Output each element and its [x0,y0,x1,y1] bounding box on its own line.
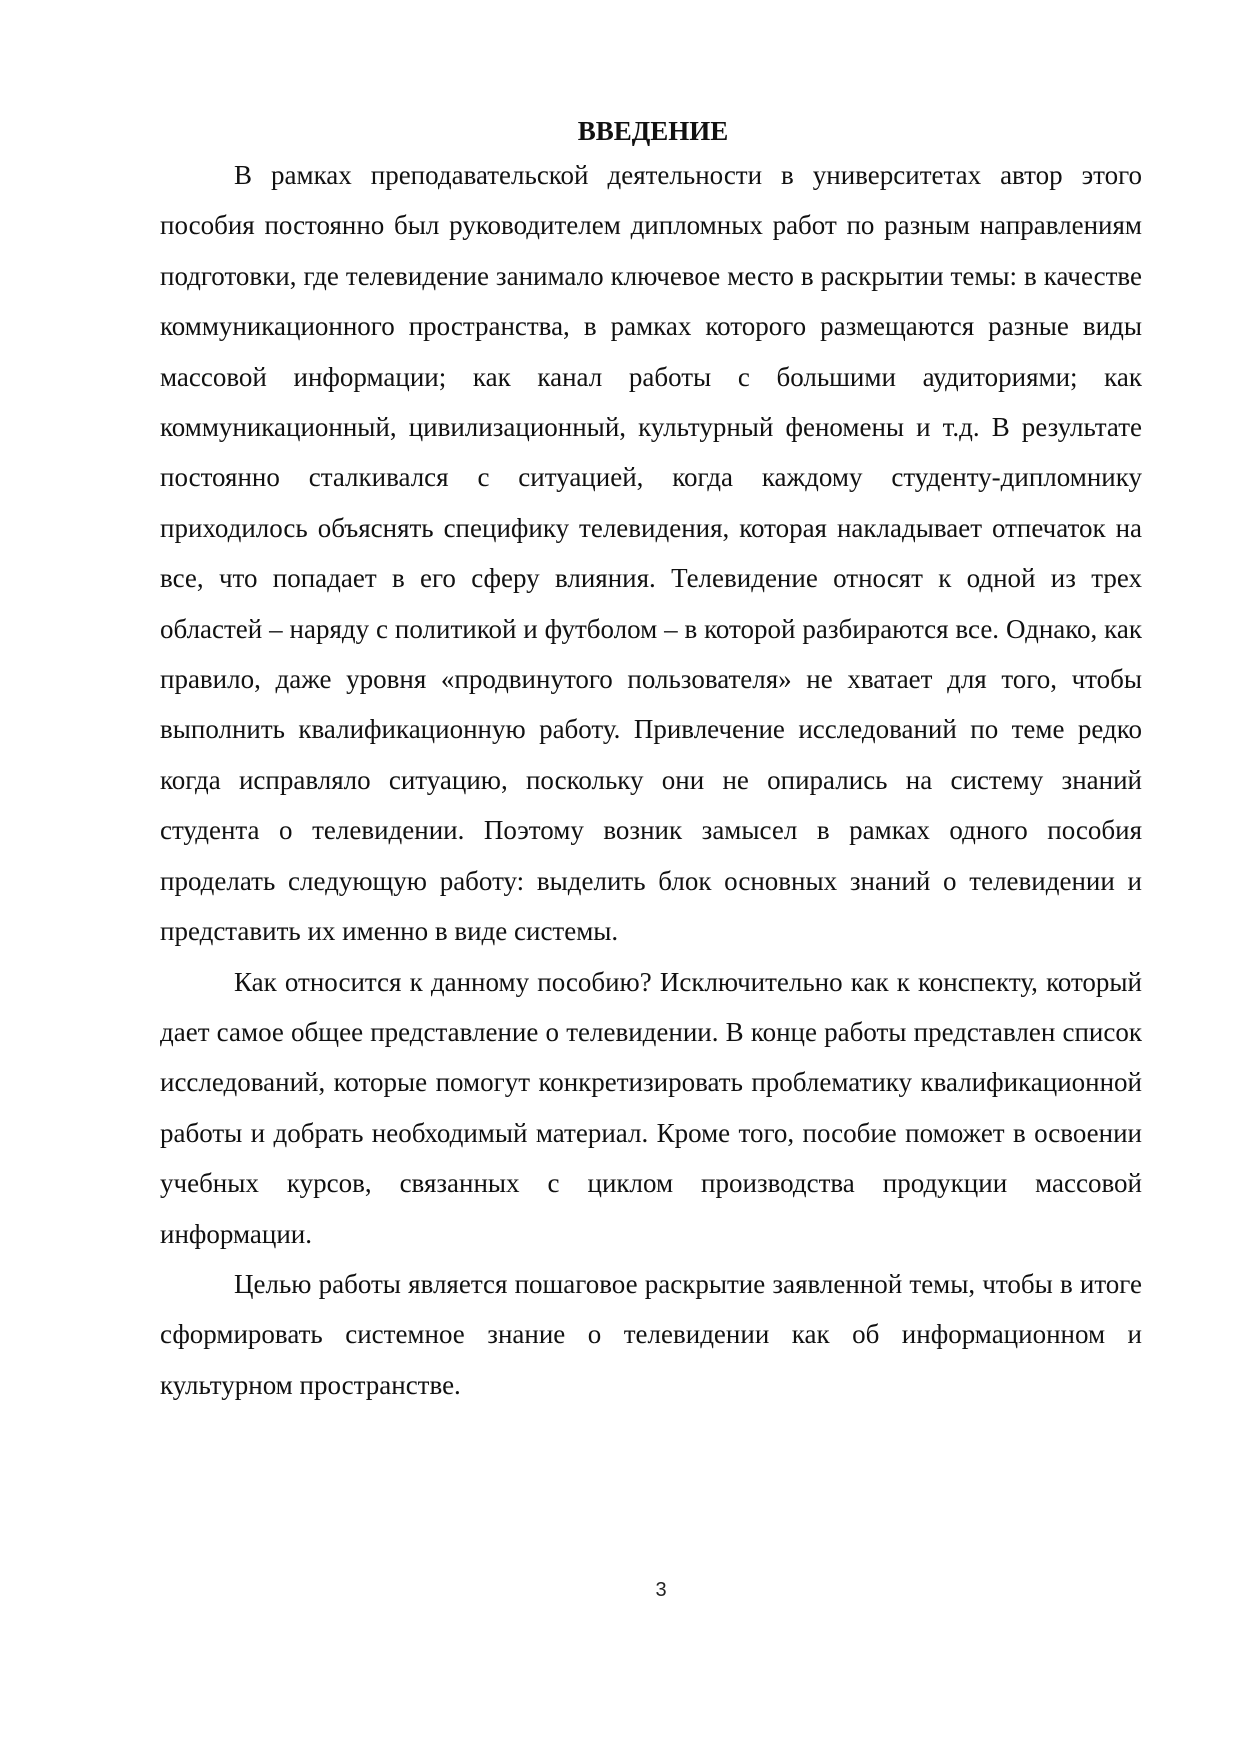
page-heading: ВВЕДЕНИЕ [577,116,729,146]
page-number: 3 [655,1579,667,1601]
page-content [160,114,1142,1410]
paragraph-goal: Целью работы является пошаговое раскрытие заявленной темы, чтобы в итоге сформировать системное знание о телевидении как об информационном и культурном пространстве. [160,1268,1142,1400]
paragraph-intro: В рамках преподавательской деятельности в университетах автор этого пособия постоянно был руководителем дипломных работ по разным направлениям подготовки, где телевидение занимало ключевое место в раскрытии темы: в качестве коммуникационного пространства, в рамках которого размещаются разные виды массовой информации; как канал работы с большими аудиториями; как коммуникационный, цивилизационный, культурный феномены и т.д. В результате постоянно сталкивался с ситуацией, когда каждому студенту-дипломнику приходилось объяснять специфику телевидения, которая накладывает отпечаток на все, что попадает в его сферу влияния. Телевидение относят к одной из трех областей – наряду с политикой и футболом – в которой разбираются все. Однако, как правило, даже уровня «продвинутого пользователя» не хватает для того, чтобы выполнить квалификационную работу. Привлечение исследований по теме редко когда исправляло ситуацию, поскольку они не опирались на систему знаний студента о телевидении. Поэтому возник замысел в рамках одного пособия проделать следующую работу: выделить блок основных знаний о телевидении и представить их именно в виде системы. [160,160,1142,947]
paragraph-usage: Как относится к данному пособию? Исключительно как к конспекту, который дает самое общее представление о телевидении. В конце работы представлен список исследований, которые помогут конкретизировать проблематику квалификационной работы и добрать необходимый материал. Кроме того, пособие поможет в освоении учебных курсов, связанных с циклом производства продукции массовой информации. [160,966,1142,1249]
